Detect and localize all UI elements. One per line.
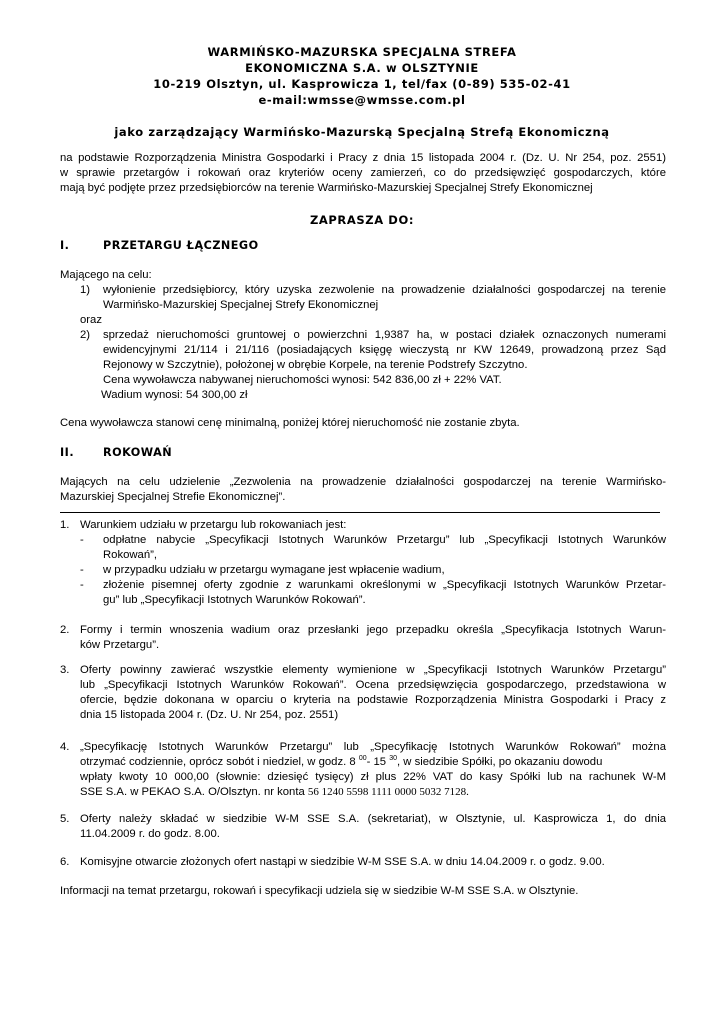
dash-bullet: - (80, 564, 84, 576)
section-1-lead: Mającego na celu: (60, 269, 152, 281)
intro-line-2: w sprawie przetargów i rokowań oraz kryteriów oceny zamierzeń, co do przedsięwzięć gospodarczych, które (60, 167, 666, 179)
section-1-title: PRZETARGU ŁĄCZNEGO (103, 239, 259, 252)
condition-4-line-2 (80, 755, 602, 770)
bank-account-label: SSE S.A. w PEKAO S.A. O/Olsztyn. nr konta (80, 786, 308, 798)
header-address: 10-219 Olsztyn, ul. Kasprowicza 1, tel/fax (0-89) 535-02-41 (153, 77, 571, 91)
footer-information: Informacji na temat przetargu, rokowań i specyfikacji udziela się w siedzibie W-M SSE S.A. w Olsztynie. (60, 885, 579, 897)
horizontal-divider (60, 512, 660, 513)
header-email: e-mail:wmsse@wmsse.com.pl (258, 93, 466, 107)
deposit-amount: Wadium wynosi: 54 300,00 zł (101, 389, 248, 401)
item-2-line-3: Rejonowy w Szczytnie), położonej w obrębie Korpele, na terenie Podstrefy Szczytno. (103, 359, 528, 371)
condition-2-line-2: ków Przetargu”. (80, 639, 160, 651)
condition-1-title: Warunkiem udziału w przetargu lub rokowaniach jest: (80, 519, 347, 531)
condition-5-line-2: 11.04.2009 r. do godz. 8.00. (80, 828, 220, 840)
header-company-name-1: WARMIŃSKO-MAZURSKA SPECJALNA STREFA (207, 45, 517, 59)
section-2-lead-1: Mających na celu udzielenie „Zezwolenia na prowadzenie działalności gospodarczej na terenie Warmińsko- (60, 476, 666, 488)
section-2-number: II. (60, 446, 75, 459)
item-1-line-1: wyłonienie przedsiębiorcy, który uzyska zezwolenie na prowadzenie działalności gospodarczej na terenie (103, 284, 666, 296)
minimum-price-note: Cena wywoławcza stanowi cenę minimalną, poniżej której nieruchomość nie zostanie zbyta. (60, 417, 520, 429)
hours-superscript-start: 00 (358, 755, 367, 763)
condition-6-number: 6. (60, 856, 70, 868)
office-hours-location: , w siedzibie Spółki, po okazaniu dowodu (397, 756, 603, 768)
office-hours-text: otrzymać codziennie, oprócz sobót i niedziel, w godz. 8 (80, 756, 359, 768)
intro-line-1: na podstawie Rozporządzenia Ministra Gospodarki i Pracy z dnia 15 listopada 2004 r. (Dz. U. Nr 254, poz. 2551) (60, 152, 666, 164)
condition-5-number: 5. (60, 813, 70, 825)
condition-5-line-1: Oferty należy składać w siedzibie W-M SSE S.A. (sekretariat), w Olsztynie, ul. Kasprowicza 1, do dnia (80, 813, 666, 825)
header-company-name-2: EKONOMICZNA S.A. w OLSZTYNIE (245, 61, 479, 75)
dash-bullet: - (80, 534, 84, 546)
condition-1-dash-3-line-1: złożenie pisemnej oferty zgodnie z warunkami określonymi w „Specyfikacji Istotnych Warunków Przetar- (103, 579, 666, 591)
condition-4-line-3: wpłaty kwoty 10 000,00 (słownie: dziesięć tysięcy) zł plus 22% VAT do kasy Spółki lub na rachunek W-M (80, 771, 666, 783)
office-hours-separator: - 15 (366, 756, 390, 768)
hours-superscript-end: 30 (389, 755, 398, 763)
item-2-line-1: sprzedaż nieruchomości gruntowej o powierzchni 1,9387 ha, w postaci działek oznaczonych numerami (103, 329, 666, 341)
bank-account-number: 56 1240 5598 1111 0000 5032 7128. (307, 786, 469, 798)
condition-1-dash-3-line-2: gu” lub „Specyfikacji Istotnych Warunków Rokowań”. (103, 594, 366, 606)
condition-1-dash-2: w przypadku udziału w przetargu wymagane jest wpłacenie wadium, (103, 564, 445, 576)
condition-3-line-2: lub „Specyfikacji Istotnych Warunków Rokowań”. Ocena przedsięwzięcia gospodarczego, przedstawiona w (80, 679, 666, 691)
section-1-number: I. (60, 239, 70, 252)
conjunction-oraz: oraz (80, 314, 102, 326)
condition-3-number: 3. (60, 664, 70, 676)
condition-3-line-3: ofercie, będzie dokonana w oparciu o kryteria na podstawie Rozporządzenia Ministra Gospodarki i Pracy z (80, 694, 666, 706)
section-2-title: ROKOWAŃ (103, 446, 173, 459)
condition-3-line-4: dnia 15 listopada 2004 r. (Dz. U. Nr 254, poz. 2551) (80, 709, 339, 721)
item-2-number: 2) (80, 329, 91, 341)
condition-2-number: 2. (60, 624, 70, 636)
starting-price: Cena wywoławcza nabywanej nieruchomości wynosi: 542 836,00 zł + 22% VAT. (103, 374, 502, 386)
condition-1-dash-1-line-2: Rokowań”, (103, 549, 157, 561)
intro-line-3: mają być podjęte przez przedsiębiorców na terenie Warmińsko-Mazurskiej Specjalnej Strefy Ekonomicznej (60, 182, 593, 194)
condition-1-dash-1-line-1: odpłatne nabycie „Specyfikacji Istotnych Warunków Przetargu” lub „Specyfikacji Istotnych Warunków (103, 534, 666, 546)
document-subtitle: jako zarządzający Warmińsko-Mazurską Specjalną Strefą Ekonomiczną (114, 125, 610, 139)
item-1-number: 1) (80, 284, 91, 296)
dash-bullet: - (80, 579, 84, 591)
item-2-line-2: ewidencyjnymi 21/114 i 21/116 (posiadających księgę wieczystą nr KW 12649, prowadzoną przez Sąd (103, 344, 666, 356)
condition-2-line-1: Formy i termin wnoszenia wadium oraz przesłanki jego przepadku określa „Specyfikacja Istotnych Warun- (80, 624, 666, 636)
condition-4-line-4 (80, 785, 469, 800)
condition-4-line-1: „Specyfikację Istotnych Warunków Przetargu” lub „Specyfikację Istotnych Warunków Rokowań” można (80, 741, 666, 753)
condition-3-line-1: Oferty powinny zawierać wszystkie elementy wymienione w „Specyfikacji Istotnych Warunków Przetargu” (80, 664, 666, 676)
section-2-lead-2: Mazurskiej Specjalnej Strefie Ekonomicznej”. (60, 491, 286, 503)
condition-1-number: 1. (60, 519, 70, 531)
invite-heading: ZAPRASZA DO: (309, 213, 415, 227)
item-1-line-2: Warmińsko-Mazurskiej Specjalnej Strefy Ekonomicznej (103, 299, 379, 311)
condition-4-number: 4. (60, 741, 70, 753)
condition-6-line-1: Komisyjne otwarcie złożonych ofert nastąpi w siedzibie W-M SSE S.A. w dniu 14.04.2009 r. o godz. 9.00. (80, 856, 605, 868)
